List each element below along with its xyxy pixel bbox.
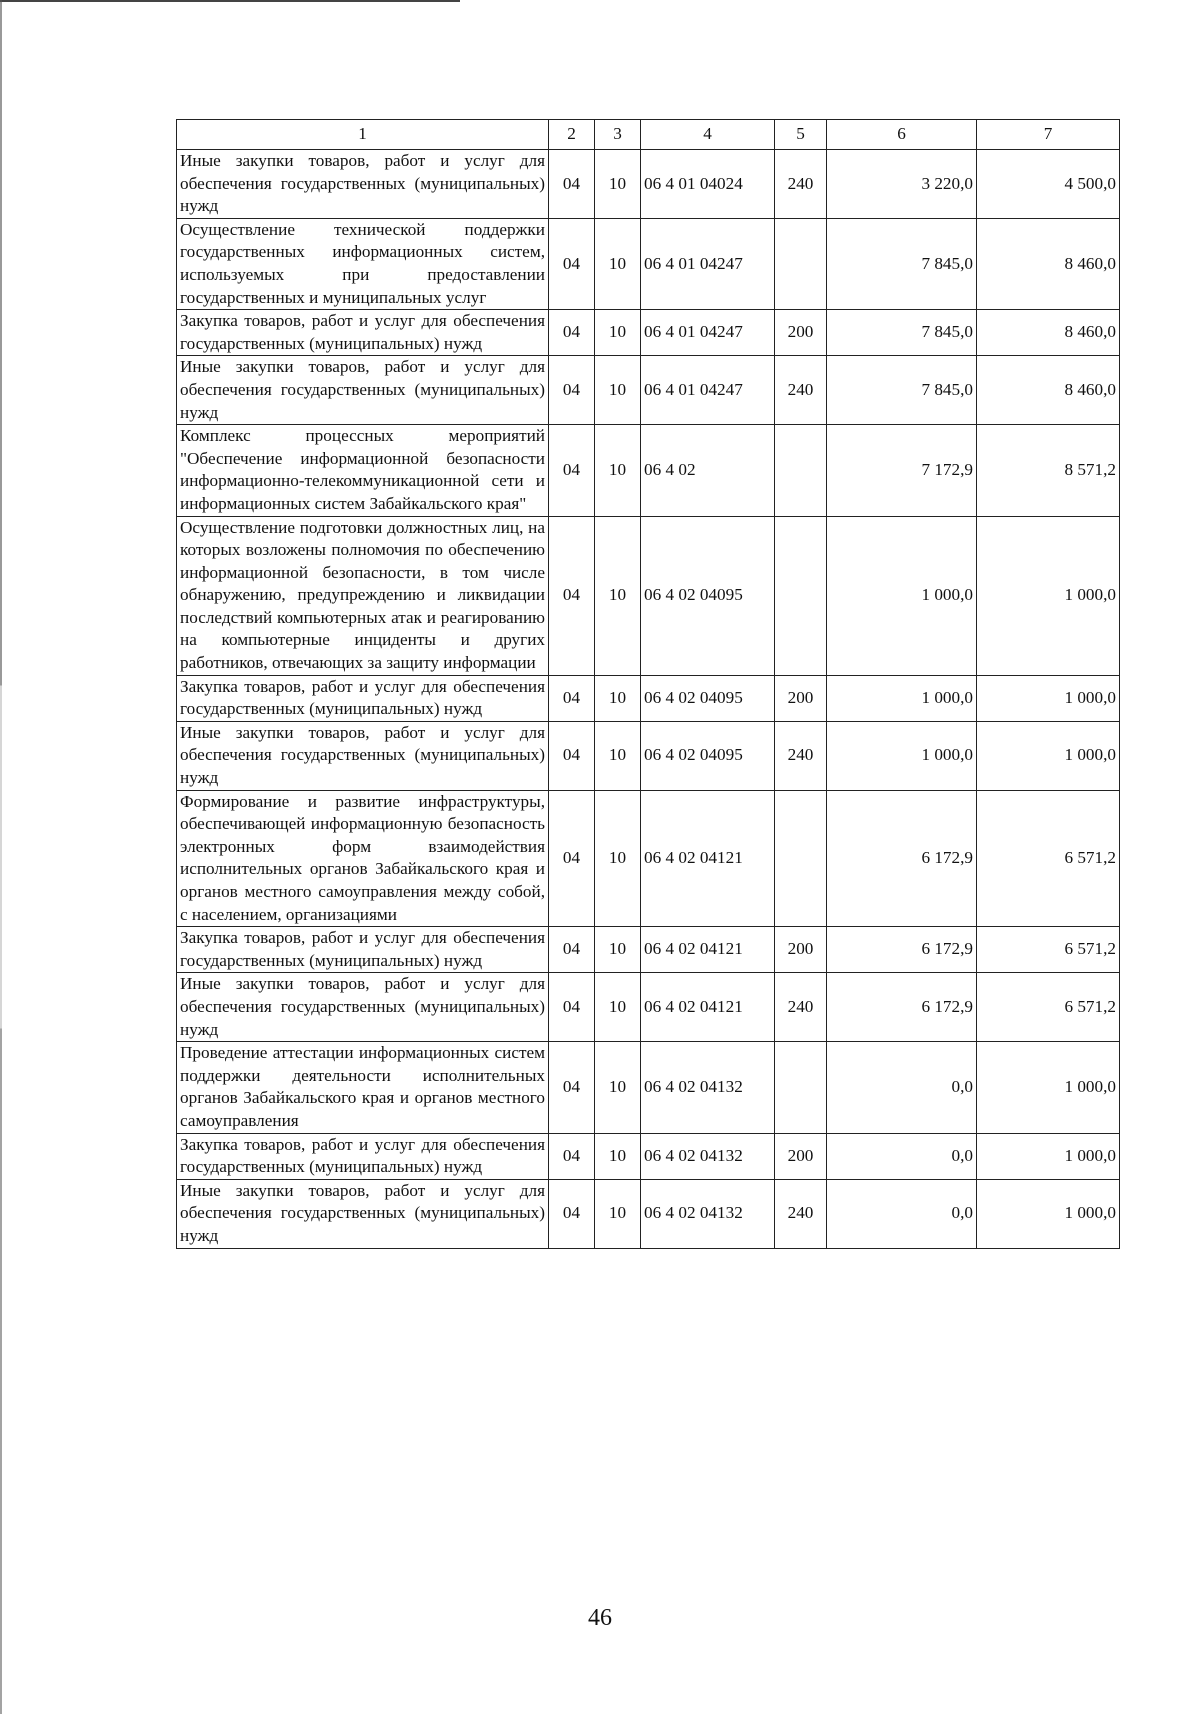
row-amount-col7-cell: 6 571,2 — [977, 927, 1120, 973]
row-name-cell: Иные закупки товаров, работ и услуг для обеспечения государственных (муниципальных) нужд — [177, 1179, 549, 1248]
row-name-cell: Закупка товаров, работ и услуг для обеспечения государственных (муниципальных) нужд — [177, 927, 549, 973]
header-cell-5: 5 — [775, 120, 827, 150]
row-amount-col7-cell: 1 000,0 — [977, 516, 1120, 675]
row-section-cell: 04 — [549, 675, 595, 721]
table-row — [177, 973, 1120, 1042]
row-name-cell: Осуществление технической поддержки государственных информационных систем, используемых при предоставлении государственных и муниципальных услуг — [177, 218, 549, 309]
row-expense-type-cell — [775, 1042, 827, 1133]
row-name-cell: Комплекс процессных мероприятий "Обеспечение информационной безопасности информационно-телекоммуникационной сети и информационных систем Забайкальского края" — [177, 425, 549, 516]
row-subsection-cell: 10 — [595, 790, 641, 927]
header-cell-4: 4 — [641, 120, 775, 150]
table-row — [177, 516, 1120, 675]
row-subsection-cell: 10 — [595, 218, 641, 309]
row-amount-col7-cell: 4 500,0 — [977, 150, 1120, 219]
table-row — [177, 218, 1120, 309]
row-name-cell: Иные закупки товаров, работ и услуг для обеспечения государственных (муниципальных) нужд — [177, 356, 549, 425]
row-expense-type-cell — [775, 516, 827, 675]
row-expense-type-cell — [775, 218, 827, 309]
header-row — [177, 120, 1120, 150]
row-target-code-cell: 06 4 02 04132 — [641, 1179, 775, 1248]
row-expense-type-cell: 240 — [775, 150, 827, 219]
row-name-cell: Закупка товаров, работ и услуг для обеспечения государственных (муниципальных) нужд — [177, 1133, 549, 1179]
row-section-cell: 04 — [549, 310, 595, 356]
row-amount-col6-cell: 0,0 — [827, 1042, 977, 1133]
row-amount-col7-cell: 1 000,0 — [977, 675, 1120, 721]
row-amount-col6-cell: 7 172,9 — [827, 425, 977, 516]
row-amount-col7-cell: 1 000,0 — [977, 1133, 1120, 1179]
row-amount-col6-cell: 1 000,0 — [827, 516, 977, 675]
row-target-code-cell: 06 4 02 04121 — [641, 927, 775, 973]
row-name-cell: Закупка товаров, работ и услуг для обеспечения государственных (муниципальных) нужд — [177, 675, 549, 721]
row-target-code-cell: 06 4 02 — [641, 425, 775, 516]
row-amount-col7-cell: 1 000,0 — [977, 1042, 1120, 1133]
row-expense-type-cell: 200 — [775, 310, 827, 356]
row-subsection-cell: 10 — [595, 425, 641, 516]
row-target-code-cell: 06 4 01 04024 — [641, 150, 775, 219]
row-section-cell: 04 — [549, 425, 595, 516]
row-target-code-cell: 06 4 01 04247 — [641, 310, 775, 356]
row-section-cell: 04 — [549, 1179, 595, 1248]
row-subsection-cell: 10 — [595, 927, 641, 973]
row-subsection-cell: 10 — [595, 150, 641, 219]
table-row — [177, 425, 1120, 516]
row-amount-col6-cell: 7 845,0 — [827, 218, 977, 309]
row-name-cell: Формирование и развитие инфраструктуры, обеспечивающей информационную безопасность электронных форм взаимодействия исполнительных органов Забайкальского края и органов местного самоуправления между собой, с населением, организациями — [177, 790, 549, 927]
row-name-cell: Иные закупки товаров, работ и услуг для обеспечения государственных (муниципальных) нужд — [177, 721, 549, 790]
row-expense-type-cell: 200 — [775, 675, 827, 721]
row-subsection-cell: 10 — [595, 1179, 641, 1248]
row-amount-col6-cell: 0,0 — [827, 1179, 977, 1248]
row-target-code-cell: 06 4 02 04095 — [641, 721, 775, 790]
row-section-cell: 04 — [549, 973, 595, 1042]
table-row — [177, 1042, 1120, 1133]
row-amount-col7-cell: 8 460,0 — [977, 356, 1120, 425]
table-row — [177, 1179, 1120, 1248]
row-amount-col7-cell: 8 460,0 — [977, 218, 1120, 309]
table-row — [177, 675, 1120, 721]
row-amount-col6-cell: 7 845,0 — [827, 310, 977, 356]
row-subsection-cell: 10 — [595, 516, 641, 675]
row-amount-col6-cell: 7 845,0 — [827, 356, 977, 425]
row-amount-col6-cell: 3 220,0 — [827, 150, 977, 219]
row-amount-col7-cell: 8 460,0 — [977, 310, 1120, 356]
row-expense-type-cell: 240 — [775, 1179, 827, 1248]
row-amount-col6-cell: 6 172,9 — [827, 973, 977, 1042]
row-name-cell: Закупка товаров, работ и услуг для обеспечения государственных (муниципальных) нужд — [177, 310, 549, 356]
row-target-code-cell: 06 4 02 04121 — [641, 790, 775, 927]
row-section-cell: 04 — [549, 721, 595, 790]
row-subsection-cell: 10 — [595, 973, 641, 1042]
header-cell-7: 7 — [977, 120, 1120, 150]
header-cell-1: 1 — [177, 120, 549, 150]
table-body — [177, 150, 1120, 1249]
table-row — [177, 150, 1120, 219]
row-subsection-cell: 10 — [595, 721, 641, 790]
row-section-cell: 04 — [549, 218, 595, 309]
row-section-cell: 04 — [549, 150, 595, 219]
row-subsection-cell: 10 — [595, 1133, 641, 1179]
row-name-cell: Иные закупки товаров, работ и услуг для обеспечения государственных (муниципальных) нужд — [177, 150, 549, 219]
row-expense-type-cell — [775, 790, 827, 927]
scan-top-rule — [0, 0, 460, 2]
row-target-code-cell: 06 4 02 04095 — [641, 675, 775, 721]
row-target-code-cell: 06 4 02 04121 — [641, 973, 775, 1042]
row-expense-type-cell: 240 — [775, 973, 827, 1042]
row-amount-col7-cell: 6 571,2 — [977, 973, 1120, 1042]
row-section-cell: 04 — [549, 356, 595, 425]
row-amount-col6-cell: 1 000,0 — [827, 675, 977, 721]
row-expense-type-cell: 240 — [775, 721, 827, 790]
row-target-code-cell: 06 4 02 04095 — [641, 516, 775, 675]
table-row — [177, 1133, 1120, 1179]
row-amount-col7-cell: 8 571,2 — [977, 425, 1120, 516]
row-target-code-cell: 06 4 01 04247 — [641, 356, 775, 425]
row-amount-col7-cell: 6 571,2 — [977, 790, 1120, 927]
row-subsection-cell: 10 — [595, 356, 641, 425]
row-amount-col6-cell: 0,0 — [827, 1133, 977, 1179]
row-target-code-cell: 06 4 01 04247 — [641, 218, 775, 309]
row-amount-col6-cell: 6 172,9 — [827, 790, 977, 927]
table-row — [177, 356, 1120, 425]
header-cell-3: 3 — [595, 120, 641, 150]
page-number: 46 — [588, 1605, 612, 1631]
row-amount-col7-cell: 1 000,0 — [977, 1179, 1120, 1248]
row-subsection-cell: 10 — [595, 675, 641, 721]
row-expense-type-cell: 240 — [775, 356, 827, 425]
row-subsection-cell: 10 — [595, 1042, 641, 1133]
row-section-cell: 04 — [549, 1133, 595, 1179]
row-amount-col7-cell: 1 000,0 — [977, 721, 1120, 790]
scan-left-edge — [0, 0, 2, 1714]
table-row — [177, 310, 1120, 356]
table-row — [177, 927, 1120, 973]
row-section-cell: 04 — [549, 1042, 595, 1133]
row-expense-type-cell — [775, 425, 827, 516]
header-cell-6: 6 — [827, 120, 977, 150]
row-name-cell: Иные закупки товаров, работ и услуг для обеспечения государственных (муниципальных) нужд — [177, 973, 549, 1042]
row-section-cell: 04 — [549, 790, 595, 927]
row-subsection-cell: 10 — [595, 310, 641, 356]
row-target-code-cell: 06 4 02 04132 — [641, 1042, 775, 1133]
table-row — [177, 790, 1120, 927]
row-expense-type-cell: 200 — [775, 927, 827, 973]
budget-table — [176, 119, 1120, 1249]
row-section-cell: 04 — [549, 516, 595, 675]
row-amount-col6-cell: 1 000,0 — [827, 721, 977, 790]
row-section-cell: 04 — [549, 927, 595, 973]
header-cell-2: 2 — [549, 120, 595, 150]
table-row — [177, 721, 1120, 790]
row-expense-type-cell: 200 — [775, 1133, 827, 1179]
row-target-code-cell: 06 4 02 04132 — [641, 1133, 775, 1179]
row-amount-col6-cell: 6 172,9 — [827, 927, 977, 973]
row-name-cell: Проведение аттестации информационных систем поддержки деятельности исполнительных органов Забайкальского края и органов местного самоуправления — [177, 1042, 549, 1133]
row-name-cell: Осуществление подготовки должностных лиц, на которых возложены полномочия по обеспечению информационной безопасности, в том числе обнаружению, предупреждению и ликвидации последствий компьютерных атак и реагированию на компьютерные инциденты и других работников, отвечающих за защиту информации — [177, 516, 549, 675]
